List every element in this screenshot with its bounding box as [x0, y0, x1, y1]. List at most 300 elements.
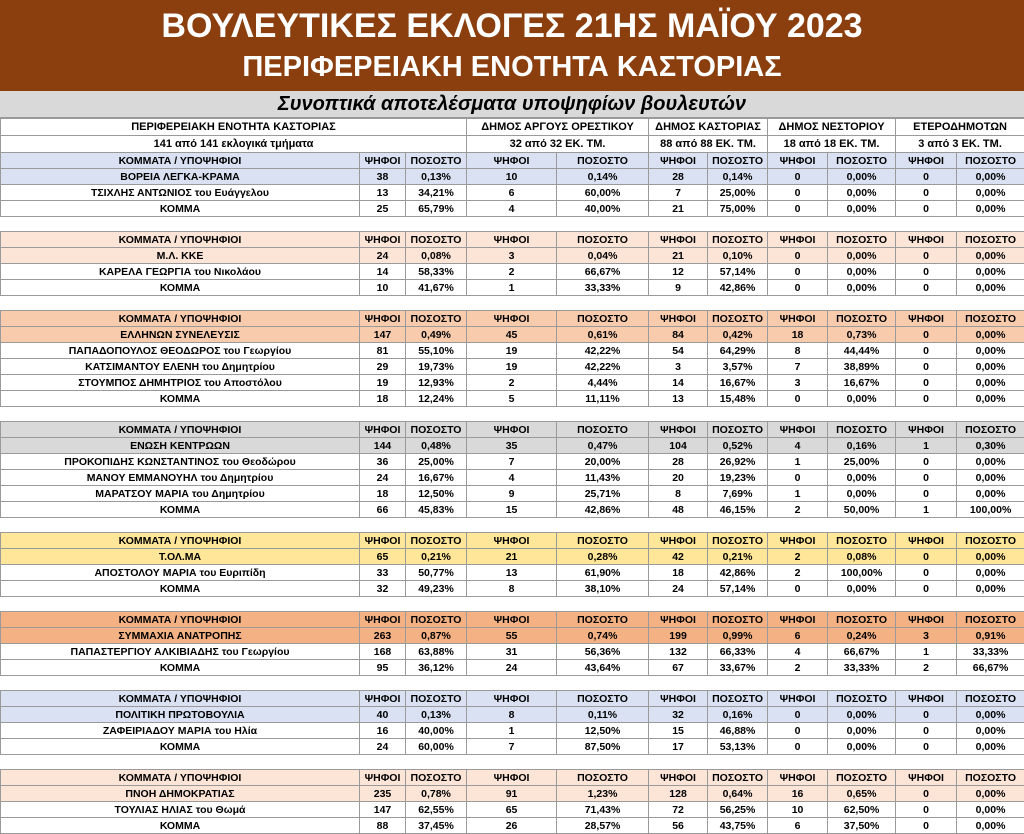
party-row	[1, 248, 1024, 264]
votes-cell: 2	[467, 264, 557, 280]
votes-cell: 19	[360, 375, 406, 391]
percent-cell: 33,67%	[708, 660, 768, 676]
row-name: ΠΝΟΗ ΔΗΜΟΚΡΑΤΙΑΣ	[1, 786, 360, 802]
results-table	[0, 118, 1024, 834]
candidate-row	[1, 280, 1024, 296]
percent-cell: 0,00%	[957, 359, 1024, 375]
candidate-row	[1, 375, 1024, 391]
percent-cell: 16,67%	[828, 375, 896, 391]
votes-cell: 128	[649, 786, 708, 802]
header-cell-percent: ΠΟΣΟΣΤΟ	[557, 153, 649, 169]
header-cell-votes: ΨΗΦΟΙ	[896, 770, 957, 786]
block-spacer	[1, 217, 1024, 232]
party-row	[1, 707, 1024, 723]
percent-cell: 1,23%	[557, 786, 649, 802]
votes-cell: 48	[649, 502, 708, 518]
candidate-row	[1, 660, 1024, 676]
header-cell-votes: ΨΗΦΟΙ	[649, 422, 708, 438]
row-name: ΚΑΤΣΙΜΑΝΤΟΥ ΕΛΕΝΗ του Δημητρίου	[1, 359, 360, 375]
candidate-row	[1, 502, 1024, 518]
votes-cell: 0	[896, 248, 957, 264]
header-cell-votes: ΨΗΦΟΙ	[896, 612, 957, 628]
percent-cell: 12,93%	[406, 375, 467, 391]
header-cell-percent: ΠΟΣΟΣΤΟ	[957, 422, 1024, 438]
block-spacer	[1, 407, 1024, 422]
party-row	[1, 549, 1024, 565]
percent-cell: 64,29%	[708, 343, 768, 359]
votes-cell: 24	[360, 470, 406, 486]
percent-cell: 62,55%	[406, 802, 467, 818]
percent-cell: 0,00%	[957, 264, 1024, 280]
party-block	[1, 311, 1024, 422]
header-cell-percent: ΠΟΣΟΣΤΟ	[828, 770, 896, 786]
percent-cell: 25,00%	[708, 185, 768, 201]
header-cell-parties: ΚΟΜΜΑΤΑ / ΥΠΟΨΗΦΙΟΙ	[1, 232, 360, 248]
votes-cell: 18	[768, 327, 828, 343]
row-name: ΣΥΜΜΑΧΙΑ ΑΝΑΤΡΟΠΗΣ	[1, 628, 360, 644]
row-name: ΚΟΜΜΑ	[1, 502, 360, 518]
votes-cell: 66	[360, 502, 406, 518]
percent-cell: 0,11%	[557, 707, 649, 723]
percent-cell: 0,16%	[708, 707, 768, 723]
percent-cell: 0,00%	[828, 169, 896, 185]
header-cell-percent: ΠΟΣΟΣΤΟ	[406, 612, 467, 628]
votes-cell: 0	[768, 739, 828, 755]
party-block-header	[1, 691, 1024, 707]
votes-cell: 1	[896, 502, 957, 518]
candidate-row	[1, 470, 1024, 486]
percent-cell: 0,00%	[828, 248, 896, 264]
percent-cell: 0,00%	[828, 486, 896, 502]
votes-cell: 0	[896, 327, 957, 343]
header-cell-votes: ΨΗΦΟΙ	[467, 770, 557, 786]
header-cell-votes: ΨΗΦΟΙ	[768, 311, 828, 327]
percent-cell: 0,00%	[828, 185, 896, 201]
header-cell-percent: ΠΟΣΟΣΤΟ	[557, 422, 649, 438]
header-cell-votes: ΨΗΦΟΙ	[467, 232, 557, 248]
percent-cell: 0,00%	[957, 391, 1024, 407]
percent-cell: 0,00%	[957, 549, 1024, 565]
row-name: ΒΟΡΕΙΑ ΛΕΓΚΑ-ΚΡΑΜΑ	[1, 169, 360, 185]
percent-cell: 0,49%	[406, 327, 467, 343]
row-name: ΠΑΠΑΣΤΕΡΓΙΟΥ ΑΛΚΙΒΙΑΔΗΣ του Γεωργίου	[1, 644, 360, 660]
votes-cell: 15	[649, 723, 708, 739]
percent-cell: 42,22%	[557, 359, 649, 375]
header-cell-votes: ΨΗΦΟΙ	[649, 311, 708, 327]
percent-cell: 12,50%	[406, 486, 467, 502]
header-cell-votes: ΨΗΦΟΙ	[360, 691, 406, 707]
header-cell-votes: ΨΗΦΟΙ	[768, 612, 828, 628]
votes-cell: 199	[649, 628, 708, 644]
percent-cell: 0,00%	[957, 739, 1024, 755]
candidate-row	[1, 391, 1024, 407]
votes-cell: 7	[467, 454, 557, 470]
percent-cell: 0,74%	[557, 628, 649, 644]
header-cell-votes: ΨΗΦΟΙ	[896, 533, 957, 549]
percent-cell: 0,00%	[828, 581, 896, 597]
votes-cell: 24	[649, 581, 708, 597]
votes-cell: 0	[768, 280, 828, 296]
percent-cell: 11,43%	[557, 470, 649, 486]
percent-cell: 45,83%	[406, 502, 467, 518]
percent-cell: 40,00%	[557, 201, 649, 217]
votes-cell: 147	[360, 802, 406, 818]
votes-cell: 54	[649, 343, 708, 359]
percent-cell: 0,00%	[828, 264, 896, 280]
header-cell-votes: ΨΗΦΟΙ	[896, 422, 957, 438]
votes-cell: 20	[649, 470, 708, 486]
votes-cell: 55	[467, 628, 557, 644]
votes-cell: 0	[896, 723, 957, 739]
votes-cell: 24	[360, 248, 406, 264]
header-cell-percent: ΠΟΣΟΣΤΟ	[708, 533, 768, 549]
votes-cell: 0	[768, 470, 828, 486]
percent-cell: 0,64%	[708, 786, 768, 802]
votes-cell: 0	[768, 201, 828, 217]
header-cell-votes: ΨΗΦΟΙ	[360, 311, 406, 327]
percent-cell: 0,13%	[406, 169, 467, 185]
header-cell-percent: ΠΟΣΟΣΤΟ	[828, 612, 896, 628]
percent-cell: 7,69%	[708, 486, 768, 502]
party-row	[1, 438, 1024, 454]
votes-cell: 0	[896, 786, 957, 802]
percent-cell: 56,25%	[708, 802, 768, 818]
percent-cell: 55,10%	[406, 343, 467, 359]
votes-cell: 1	[768, 454, 828, 470]
header-cell-votes: ΨΗΦΟΙ	[360, 770, 406, 786]
percent-cell: 87,50%	[557, 739, 649, 755]
candidate-row	[1, 185, 1024, 201]
spacer-cell	[1, 755, 1024, 770]
votes-cell: 2	[768, 549, 828, 565]
votes-cell: 7	[768, 359, 828, 375]
header-cell-percent: ΠΟΣΟΣΤΟ	[708, 153, 768, 169]
percent-cell: 0,00%	[957, 802, 1024, 818]
percent-cell: 0,00%	[828, 470, 896, 486]
candidate-row	[1, 565, 1024, 581]
header-cell-percent: ΠΟΣΟΣΤΟ	[957, 153, 1024, 169]
percent-cell: 40,00%	[406, 723, 467, 739]
votes-cell: 0	[768, 185, 828, 201]
percent-cell: 100,00%	[957, 502, 1024, 518]
votes-cell: 0	[896, 581, 957, 597]
percent-cell: 25,71%	[557, 486, 649, 502]
percent-cell: 0,00%	[957, 248, 1024, 264]
header-cell-percent: ΠΟΣΟΣΤΟ	[957, 311, 1024, 327]
percent-cell: 25,00%	[406, 454, 467, 470]
percent-cell: 42,22%	[557, 343, 649, 359]
percent-cell: 100,00%	[828, 565, 896, 581]
percent-cell: 0,48%	[406, 438, 467, 454]
percent-cell: 0,00%	[957, 723, 1024, 739]
header-cell-votes: ΨΗΦΟΙ	[360, 612, 406, 628]
votes-cell: 7	[649, 185, 708, 201]
percent-cell: 3,57%	[708, 359, 768, 375]
percent-cell: 0,14%	[557, 169, 649, 185]
percent-cell: 0,30%	[957, 438, 1024, 454]
party-row	[1, 327, 1024, 343]
percent-cell: 43,75%	[708, 818, 768, 834]
percent-cell: 0,08%	[406, 248, 467, 264]
votes-cell: 32	[360, 581, 406, 597]
percent-cell: 46,88%	[708, 723, 768, 739]
votes-cell: 132	[649, 644, 708, 660]
percent-cell: 0,73%	[828, 327, 896, 343]
header-cell-percent: ΠΟΣΟΣΤΟ	[828, 311, 896, 327]
percent-cell: 63,88%	[406, 644, 467, 660]
votes-cell: 9	[467, 486, 557, 502]
percent-cell: 0,00%	[828, 280, 896, 296]
row-name: ΖΑΦΕΙΡΙΑΔΟΥ ΜΑΡΙΑ του Ηλία	[1, 723, 360, 739]
votes-cell: 0	[896, 739, 957, 755]
candidate-row	[1, 454, 1024, 470]
votes-cell: 17	[649, 739, 708, 755]
percent-cell: 60,00%	[406, 739, 467, 755]
votes-cell: 0	[896, 549, 957, 565]
header-cell-parties: ΚΟΜΜΑΤΑ / ΥΠΟΨΗΦΙΟΙ	[1, 153, 360, 169]
percent-cell: 0,00%	[957, 470, 1024, 486]
header-cell-percent: ΠΟΣΟΣΤΟ	[406, 422, 467, 438]
percent-cell: 33,33%	[557, 280, 649, 296]
votes-cell: 21	[649, 201, 708, 217]
header-cell-parties: ΚΟΜΜΑΤΑ / ΥΠΟΨΗΦΙΟΙ	[1, 691, 360, 707]
column-subheader-kastoria: 88 από 88 ΕΚ. ΤΜ.	[649, 136, 768, 153]
page-subtitle: ΠΕΡΙΦΕΡΕΙΑΚΗ ΕΝΟΤΗΤΑ ΚΑΣΤΟΡΙΑΣ	[0, 48, 1024, 86]
votes-cell: 13	[649, 391, 708, 407]
title-banner	[0, 0, 1024, 91]
votes-cell: 33	[360, 565, 406, 581]
votes-cell: 0	[896, 359, 957, 375]
percent-cell: 42,86%	[708, 565, 768, 581]
votes-cell: 3	[467, 248, 557, 264]
header-cell-percent: ΠΟΣΟΣΤΟ	[828, 153, 896, 169]
votes-cell: 3	[649, 359, 708, 375]
header-cell-percent: ΠΟΣΟΣΤΟ	[557, 232, 649, 248]
header-cell-parties: ΚΟΜΜΑΤΑ / ΥΠΟΨΗΦΙΟΙ	[1, 311, 360, 327]
percent-cell: 75,00%	[708, 201, 768, 217]
header-cell-parties: ΚΟΜΜΑΤΑ / ΥΠΟΨΗΦΙΟΙ	[1, 770, 360, 786]
header-cell-percent: ΠΟΣΟΣΤΟ	[557, 770, 649, 786]
votes-cell: 1	[896, 644, 957, 660]
votes-cell: 0	[896, 375, 957, 391]
header-cell-percent: ΠΟΣΟΣΤΟ	[406, 311, 467, 327]
percent-cell: 49,23%	[406, 581, 467, 597]
percent-cell: 0,00%	[957, 581, 1024, 597]
percent-cell: 0,42%	[708, 327, 768, 343]
party-block	[1, 770, 1024, 834]
header-cell-percent: ΠΟΣΟΣΤΟ	[557, 311, 649, 327]
votes-cell: 24	[467, 660, 557, 676]
party-block-header	[1, 153, 1024, 169]
percent-cell: 38,10%	[557, 581, 649, 597]
percent-cell: 0,14%	[708, 169, 768, 185]
votes-cell: 19	[467, 359, 557, 375]
candidate-row	[1, 264, 1024, 280]
row-name: ΤΟΥΛΙΑΣ ΗΛΙΑΣ του Θωμά	[1, 802, 360, 818]
percent-cell: 0,65%	[828, 786, 896, 802]
header-cell-percent: ΠΟΣΟΣΤΟ	[957, 770, 1024, 786]
votes-cell: 0	[896, 343, 957, 359]
row-name: ΑΠΟΣΤΟΛΟΥ ΜΑΡΙΑ του Ευριπίδη	[1, 565, 360, 581]
votes-cell: 0	[768, 248, 828, 264]
party-block-header	[1, 232, 1024, 248]
candidate-row	[1, 581, 1024, 597]
votes-cell: 104	[649, 438, 708, 454]
percent-cell: 50,00%	[828, 502, 896, 518]
header-cell-percent: ΠΟΣΟΣΤΟ	[957, 691, 1024, 707]
votes-cell: 16	[360, 723, 406, 739]
votes-cell: 88	[360, 818, 406, 834]
percent-cell: 71,43%	[557, 802, 649, 818]
percent-cell: 0,00%	[828, 391, 896, 407]
row-name: ΚΟΜΜΑ	[1, 581, 360, 597]
votes-cell: 6	[467, 185, 557, 201]
percent-cell: 0,00%	[957, 565, 1024, 581]
party-block-header	[1, 311, 1024, 327]
header-cell-percent: ΠΟΣΟΣΤΟ	[406, 533, 467, 549]
party-row	[1, 169, 1024, 185]
votes-cell: 3	[768, 375, 828, 391]
percent-cell: 4,44%	[557, 375, 649, 391]
votes-cell: 14	[360, 264, 406, 280]
row-name: ΠΡΟΚΟΠΙΔΗΣ ΚΩΝΣΤΑΝΤΙΝΟΣ του Θεοδώρου	[1, 454, 360, 470]
header-cell-votes: ΨΗΦΟΙ	[467, 691, 557, 707]
column-header-nestorio: ΔΗΜΟΣ ΝΕΣΤΟΡΙΟΥ	[768, 119, 896, 136]
percent-cell: 33,33%	[828, 660, 896, 676]
header-cell-votes: ΨΗΦΟΙ	[768, 422, 828, 438]
votes-cell: 21	[467, 549, 557, 565]
candidate-row	[1, 802, 1024, 818]
votes-cell: 8	[467, 581, 557, 597]
votes-cell: 38	[360, 169, 406, 185]
votes-cell: 0	[896, 201, 957, 217]
votes-cell: 0	[896, 470, 957, 486]
percent-cell: 0,00%	[957, 375, 1024, 391]
percent-cell: 0,00%	[957, 707, 1024, 723]
votes-cell: 0	[896, 565, 957, 581]
votes-cell: 2	[896, 660, 957, 676]
percent-cell: 0,00%	[957, 786, 1024, 802]
votes-cell: 16	[768, 786, 828, 802]
percent-cell: 0,10%	[708, 248, 768, 264]
row-name: ΠΟΛΙΤΙΚΗ ΠΡΩΤΟΒΟΥΛΙΑ	[1, 707, 360, 723]
block-spacer	[1, 676, 1024, 691]
votes-cell: 0	[768, 391, 828, 407]
votes-cell: 235	[360, 786, 406, 802]
percent-cell: 15,48%	[708, 391, 768, 407]
header-cell-percent: ΠΟΣΟΣΤΟ	[708, 311, 768, 327]
row-name: Τ.ΟΛ.ΜΑ	[1, 549, 360, 565]
votes-cell: 18	[649, 565, 708, 581]
percent-cell: 53,13%	[708, 739, 768, 755]
party-block-header	[1, 422, 1024, 438]
votes-cell: 19	[467, 343, 557, 359]
header-cell-votes: ΨΗΦΟΙ	[896, 153, 957, 169]
header-cell-parties: ΚΟΜΜΑΤΑ / ΥΠΟΨΗΦΙΟΙ	[1, 533, 360, 549]
votes-cell: 15	[467, 502, 557, 518]
spacer-cell	[1, 597, 1024, 612]
votes-cell: 1	[768, 486, 828, 502]
summary-title: Συνοπτικά αποτελέσματα υποψηφίων βουλευτών	[0, 91, 1024, 118]
votes-cell: 147	[360, 327, 406, 343]
percent-cell: 62,50%	[828, 802, 896, 818]
block-spacer	[1, 597, 1024, 612]
percent-cell: 57,14%	[708, 264, 768, 280]
votes-cell: 10	[360, 280, 406, 296]
votes-cell: 6	[768, 818, 828, 834]
votes-cell: 4	[768, 438, 828, 454]
spacer-cell	[1, 217, 1024, 232]
header-cell-votes: ΨΗΦΟΙ	[896, 232, 957, 248]
header-cell-percent: ΠΟΣΟΣΤΟ	[557, 612, 649, 628]
header-cell-votes: ΨΗΦΟΙ	[360, 232, 406, 248]
row-name: ΚΟΜΜΑ	[1, 660, 360, 676]
percent-cell: 0,00%	[957, 280, 1024, 296]
percent-cell: 37,50%	[828, 818, 896, 834]
percent-cell: 0,16%	[828, 438, 896, 454]
spacer-cell	[1, 407, 1024, 422]
votes-cell: 65	[360, 549, 406, 565]
votes-cell: 4	[467, 470, 557, 486]
votes-cell: 28	[649, 169, 708, 185]
votes-cell: 8	[649, 486, 708, 502]
percent-cell: 41,67%	[406, 280, 467, 296]
row-name: ΠΑΠΑΔΟΠΟΥΛΟΣ ΘΕΟΔΩΡΟΣ του Γεωργίου	[1, 343, 360, 359]
row-name: Μ.Λ. ΚΚΕ	[1, 248, 360, 264]
column-subheader-region: 141 από 141 εκλογικά τμήματα	[1, 136, 467, 153]
percent-cell: 65,79%	[406, 201, 467, 217]
votes-cell: 144	[360, 438, 406, 454]
votes-cell: 91	[467, 786, 557, 802]
row-name: ΕΛΛΗΝΩΝ ΣΥΝΕΛΕΥΣΙΣ	[1, 327, 360, 343]
votes-cell: 4	[768, 644, 828, 660]
row-name: ΚΟΜΜΑ	[1, 818, 360, 834]
header-cell-votes: ΨΗΦΟΙ	[360, 533, 406, 549]
header-cell-votes: ΨΗΦΟΙ	[649, 533, 708, 549]
votes-cell: 2	[768, 565, 828, 581]
header-cell-votes: ΨΗΦΟΙ	[467, 533, 557, 549]
percent-cell: 16,67%	[406, 470, 467, 486]
percent-cell: 0,24%	[828, 628, 896, 644]
candidate-row	[1, 201, 1024, 217]
header-cell-votes: ΨΗΦΟΙ	[467, 153, 557, 169]
percent-cell: 0,21%	[406, 549, 467, 565]
header-cell-votes: ΨΗΦΟΙ	[649, 691, 708, 707]
percent-cell: 0,91%	[957, 628, 1024, 644]
row-name: ΚΟΜΜΑ	[1, 280, 360, 296]
row-name: ΣΤΟΥΜΠΟΣ ΔΗΜΗΤΡΙΟΣ του Αποστόλου	[1, 375, 360, 391]
percent-cell: 37,45%	[406, 818, 467, 834]
percent-cell: 66,67%	[957, 660, 1024, 676]
percent-cell: 66,67%	[828, 644, 896, 660]
block-spacer	[1, 518, 1024, 533]
party-block	[1, 533, 1024, 612]
votes-cell: 6	[768, 628, 828, 644]
percent-cell: 0,00%	[957, 343, 1024, 359]
votes-cell: 28	[649, 454, 708, 470]
header-cell-percent: ΠΟΣΟΣΤΟ	[406, 153, 467, 169]
percent-cell: 12,50%	[557, 723, 649, 739]
votes-cell: 72	[649, 802, 708, 818]
votes-cell: 84	[649, 327, 708, 343]
votes-cell: 7	[467, 739, 557, 755]
votes-cell: 0	[768, 169, 828, 185]
percent-cell: 0,87%	[406, 628, 467, 644]
header-cell-votes: ΨΗΦΟΙ	[467, 612, 557, 628]
candidate-row	[1, 486, 1024, 502]
header-cell-votes: ΨΗΦΟΙ	[649, 232, 708, 248]
candidate-row	[1, 644, 1024, 660]
